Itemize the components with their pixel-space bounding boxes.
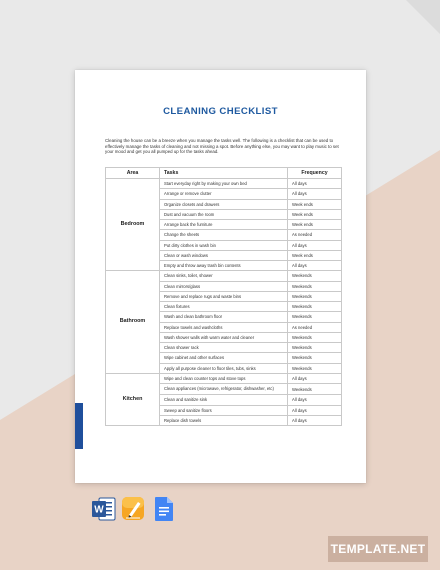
frequency-cell: All days [288, 179, 342, 189]
document-title: CLEANING CHECKLIST [163, 106, 278, 117]
task-cell: Arrange back the furniture [160, 220, 288, 230]
table-row [106, 271, 342, 281]
frequency-cell: Weekends [288, 271, 342, 281]
table-row [106, 373, 342, 383]
task-cell: Apply all purpose cleaner to floor tiles, tubs, sinks [160, 363, 288, 373]
header-tasks: Tasks [160, 168, 288, 179]
intro-paragraph: Cleaning the house can be a breeze when you manage the tasks well. The following is a checklist that can be used to effectively manage the tasks of cleaning and not missing a spot. Before anything else, you may want to play music to set your mood and get you all pumped up for the tasks ahead. [105, 138, 339, 155]
frequency-cell: All days [288, 261, 342, 271]
frequency-cell: As needed [288, 322, 342, 332]
frequency-cell: Weekends [288, 353, 342, 363]
task-cell: Start everyday right by making your own bed [160, 179, 288, 189]
frequency-cell: Week ends [288, 220, 342, 230]
task-cell: Replace dish towels [160, 415, 288, 425]
word-icon-letter: W [94, 504, 104, 516]
table-header-row [106, 168, 342, 179]
frequency-cell: All days [288, 189, 342, 199]
task-cell: Clean sinks, toilet, shower [160, 271, 288, 281]
frequency-cell: Week ends [288, 209, 342, 219]
task-cell: Arrange or remove clutter [160, 189, 288, 199]
google-docs-icon[interactable] [152, 496, 176, 522]
task-cell: Sweep and sanitize floors [160, 405, 288, 415]
frequency-cell: Weekends [288, 343, 342, 353]
task-cell: Clean mirrors/glass [160, 281, 288, 291]
frequency-cell: Week ends [288, 199, 342, 209]
header-frequency: Frequency [288, 168, 342, 179]
task-cell: Wash and clean bathroom floor [160, 312, 288, 322]
frequency-cell: All days [288, 395, 342, 405]
task-cell: Remove and replace rugs and waste bins [160, 291, 288, 301]
frequency-cell: Week ends [288, 250, 342, 260]
page-corner-fold [406, 0, 440, 34]
document-page [75, 70, 366, 483]
area-cell: Kitchen [106, 373, 160, 425]
checklist-table [105, 167, 342, 426]
task-cell: Clean or wash windows [160, 250, 288, 260]
frequency-cell: Weekends [288, 312, 342, 322]
frequency-cell: All days [288, 405, 342, 415]
task-cell: Replace towels and washcloths [160, 322, 288, 332]
frequency-cell: All days [288, 415, 342, 425]
task-cell: Clean appliances (microwave, refrigerator, dishwasher, etc) [160, 384, 288, 395]
frequency-cell: Weekends [288, 291, 342, 301]
word-icon[interactable] [92, 496, 116, 522]
frequency-cell: Weekends [288, 363, 342, 373]
task-cell: Wash shower walls with warm water and cleaner [160, 332, 288, 342]
area-cell: Bedroom [106, 179, 160, 271]
task-cell: Put dirty clothes in wash bin [160, 240, 288, 250]
template-net-logo[interactable]: TEMPLATE.NET [328, 536, 428, 562]
task-cell: Wipe cabinet and other surfaces [160, 353, 288, 363]
task-cell: Empty and throw away trash bin contents [160, 261, 288, 271]
area-cell: Bathroom [106, 271, 160, 374]
task-cell: Dust and vacuum the room [160, 209, 288, 219]
pages-icon[interactable] [121, 496, 145, 522]
frequency-cell: All days [288, 240, 342, 250]
accent-bar [75, 403, 83, 449]
task-cell: Clean fixtures [160, 302, 288, 312]
frequency-cell: Weekends [288, 302, 342, 312]
task-cell: Organize closets and drawers [160, 199, 288, 209]
task-cell: Wipe and clean counter tops and stove tops [160, 373, 288, 383]
frequency-cell: All days [288, 373, 342, 383]
task-cell: Change the sheets [160, 230, 288, 240]
header-area: Area [106, 168, 160, 179]
frequency-cell: Weekends [288, 281, 342, 291]
frequency-cell: As needed [288, 230, 342, 240]
frequency-cell: Weekends [288, 384, 342, 395]
table-row [106, 179, 342, 189]
task-cell: Clean and sanitize sink [160, 395, 288, 405]
frequency-cell: Weekends [288, 332, 342, 342]
task-cell: Clean shower rack [160, 343, 288, 353]
